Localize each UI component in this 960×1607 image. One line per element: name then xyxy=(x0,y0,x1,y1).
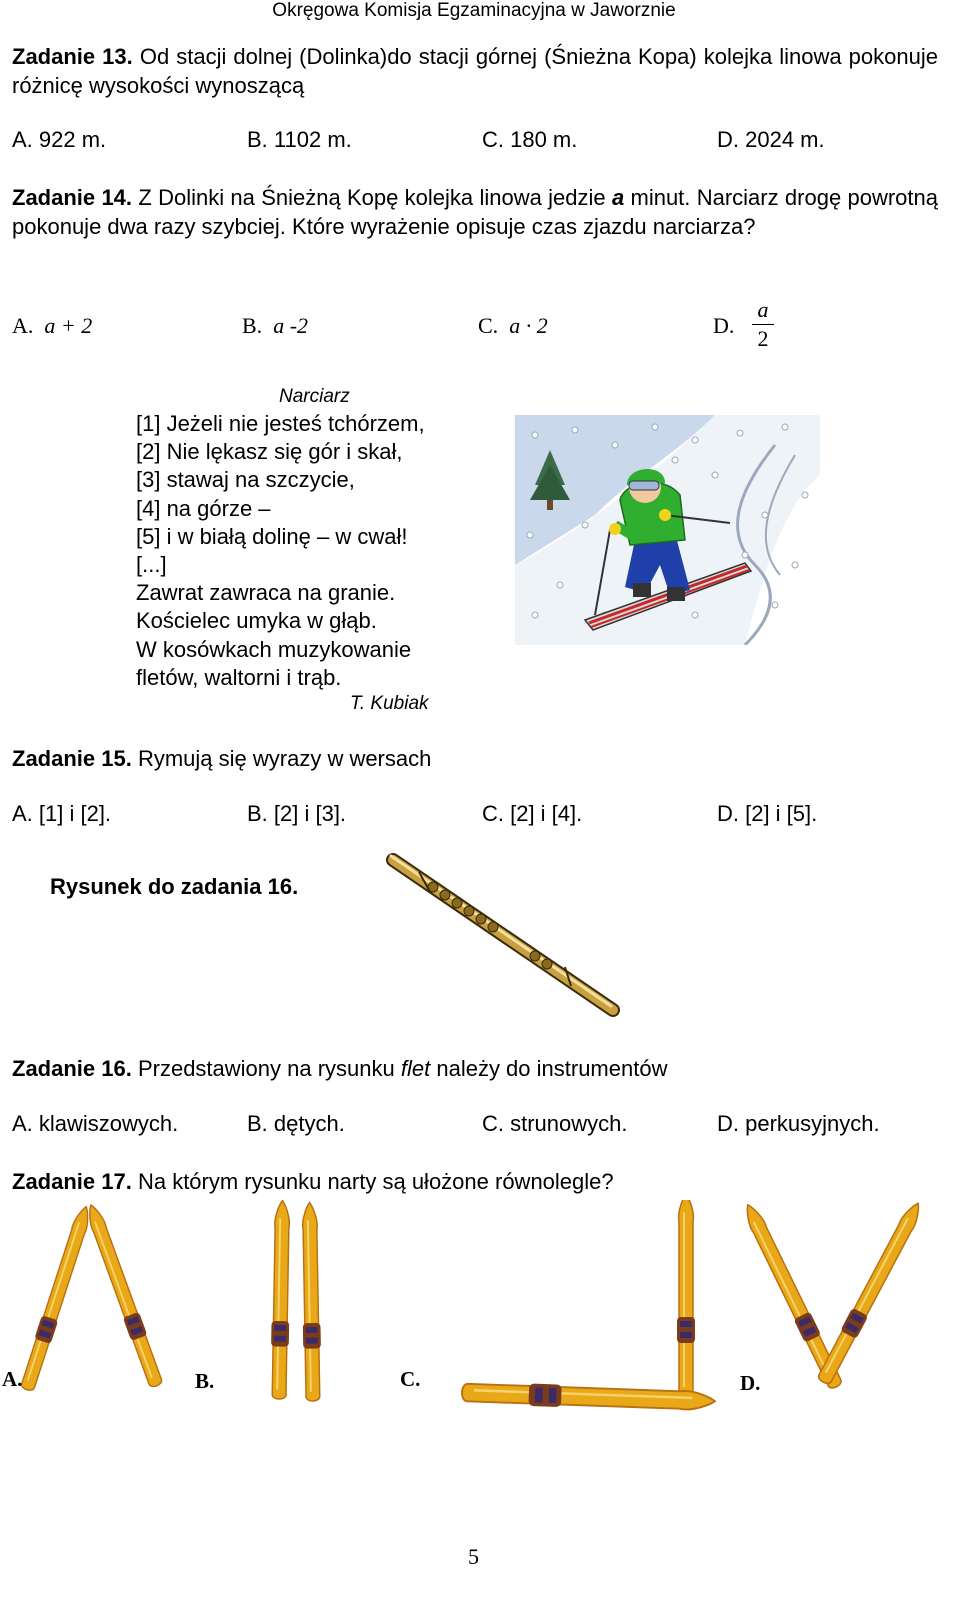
q14-option-b-letter: B. xyxy=(242,313,263,338)
q13-option-d[interactable]: D. 2024 m. xyxy=(717,127,825,152)
q14-option-b-expr: a -2 xyxy=(273,313,309,338)
q16-option-c[interactable]: C. strunowych. xyxy=(482,1111,628,1136)
q13-option-c[interactable]: C. 180 m. xyxy=(482,127,578,152)
q15-option-b[interactable]: B. [2] i [3]. xyxy=(247,801,347,826)
question-16-text-b: należy do instrumentów xyxy=(430,1056,668,1081)
skis-label-a: A. xyxy=(2,1367,23,1391)
page-header: Okręgowa Komisja Egzaminacyjna w Jaworznie xyxy=(272,0,676,21)
question-17-text: Na którym rysunku narty są ułożone równolegle? xyxy=(131,1169,614,1194)
question-16-label: Zadanie 16. xyxy=(12,1056,132,1081)
fraction-numerator: a xyxy=(757,297,769,322)
question-14 xyxy=(12,183,938,241)
question-15-label: Zadanie 15. xyxy=(12,746,132,771)
poem-line: [2] Nie lękasz się gór i skał, xyxy=(136,439,403,465)
question-15 xyxy=(12,744,938,773)
flute-illustration xyxy=(385,852,625,1022)
q15-option-c[interactable]: C. [2] i [4]. xyxy=(482,801,583,826)
q16-option-b[interactable]: B. dętych. xyxy=(247,1111,345,1136)
poem-title: Narciarz xyxy=(279,386,350,407)
fraction-denominator: 2 xyxy=(757,326,769,351)
q13-option-b[interactable]: B. 1102 m. xyxy=(247,127,352,152)
q14-option-d-letter: D. xyxy=(713,313,735,338)
poem-line: [5] i w białą dolinę – w cwał! xyxy=(136,523,408,549)
question-16-word: flet xyxy=(400,1056,431,1081)
skis-option-b[interactable] xyxy=(270,1200,322,1401)
q15-option-a[interactable]: A. [1] i [2]. xyxy=(12,801,112,826)
q14-option-d[interactable] xyxy=(713,313,734,339)
q14-option-c-letter: C. xyxy=(478,313,499,338)
q14-option-b[interactable] xyxy=(242,313,308,339)
poem-line: Zawrat zawraca na granie. xyxy=(136,580,396,606)
q14-option-a-expr: a + 2 xyxy=(44,313,93,338)
poem-line: [4] na górze – xyxy=(136,495,271,521)
q14-option-d-fraction xyxy=(752,298,774,351)
question-14-label: Zadanie 14. xyxy=(12,185,133,210)
poem-line: [3] stawaj na szczycie, xyxy=(136,467,355,493)
skis-option-d[interactable] xyxy=(740,1200,926,1391)
skis-label-b: B. xyxy=(195,1369,215,1393)
question-13 xyxy=(12,42,938,100)
question-13-text: Od stacji dolnej (Dolinka)do stacji górnej (Śnieżna Kopa) kolejka linowa pokonuje różnicę wysokości wynoszącą xyxy=(12,44,938,98)
fraction-bar xyxy=(752,324,774,325)
question-15-text: Rymują się wyrazy w wersach xyxy=(131,746,432,771)
q13-option-a[interactable]: A. 922 m. xyxy=(12,127,107,152)
poem-line: [1] Jeżeli nie jesteś tchórzem, xyxy=(136,411,425,436)
poem-line: [...] xyxy=(136,552,167,578)
question-14-text-a: Z Dolinki na Śnieżną Kopę kolejka linowa jedzie xyxy=(132,185,612,210)
q15-option-d[interactable]: D. [2] i [5]. xyxy=(717,801,818,826)
q14-option-c-expr: a · 2 xyxy=(509,313,548,338)
skis-label-d: D. xyxy=(740,1371,761,1395)
variable-a: a xyxy=(611,185,625,210)
poem xyxy=(136,410,425,692)
skis-label-c: C. xyxy=(400,1367,421,1391)
page-number: 5 xyxy=(468,1544,479,1569)
q16-option-d[interactable]: D. perkusyjnych. xyxy=(717,1111,880,1136)
poem-line: W kosówkach muzykowanie xyxy=(136,636,412,662)
q14-option-c[interactable] xyxy=(478,313,548,339)
question-16-text-a: Przedstawiony na rysunku xyxy=(131,1056,401,1081)
q14-option-a[interactable] xyxy=(12,313,92,339)
question-17-label: Zadanie 17. xyxy=(12,1169,132,1194)
question-17 xyxy=(12,1167,938,1196)
question-16 xyxy=(12,1054,938,1083)
skis-option-a[interactable] xyxy=(19,1202,165,1392)
skis-option-c[interactable] xyxy=(462,1200,716,1412)
poem-line: Kościelec umyka w głąb. xyxy=(136,608,377,634)
poem-line: fletów, waltorni i trąb. xyxy=(136,664,342,690)
skier-illustration xyxy=(515,415,820,645)
poem-author: T. Kubiak xyxy=(350,693,429,714)
question-14-text-b: minut. Narciarz drogę powrotną pokonuje dwa razy szybciej. Które wyrażenie opisuje czas zjazdu narciarza? xyxy=(12,185,938,239)
q14-option-a-letter: A. xyxy=(12,313,34,338)
skis-illustrations xyxy=(0,1200,960,1430)
figure-16-caption: Rysunek do zadania 16. xyxy=(50,874,299,899)
question-13-label: Zadanie 13. xyxy=(12,44,133,69)
q16-option-a[interactable]: A. klawiszowych. xyxy=(12,1111,179,1136)
